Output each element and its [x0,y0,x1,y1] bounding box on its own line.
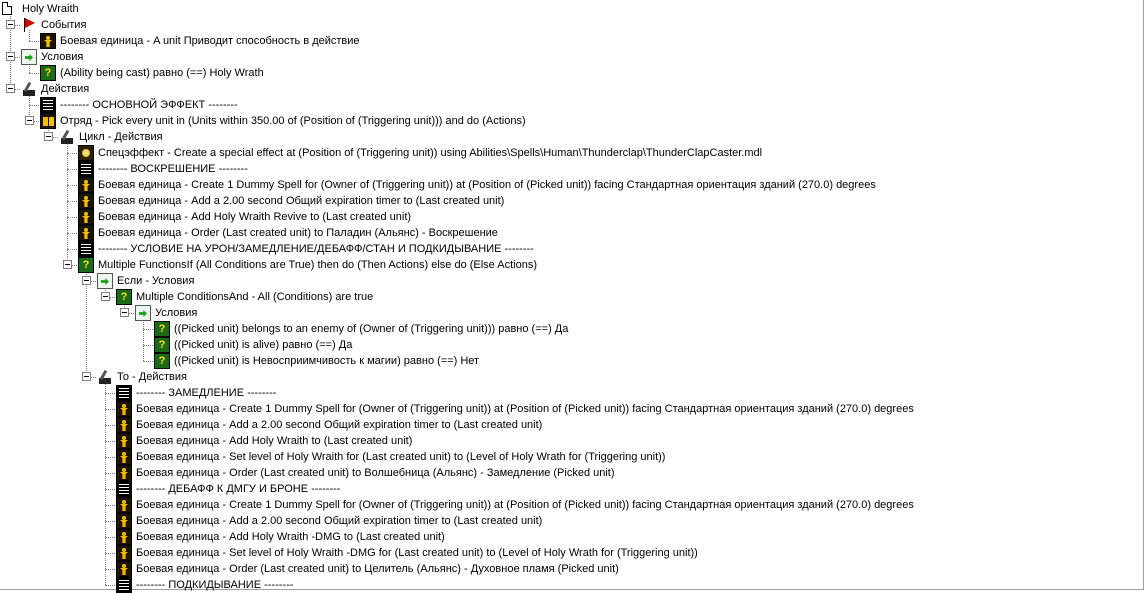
tree-row[interactable] [0,545,1140,561]
tree-connector [67,233,77,234]
tree-row-label: Цикл - Действия [79,131,163,143]
question-icon: ? [154,337,170,353]
tree-row[interactable] [0,321,1140,337]
tree-connector [29,105,39,106]
tree-row-label: События [41,19,87,31]
tree-connector [105,425,115,426]
tree-connector [105,441,115,442]
tree-row-label: ((Picked unit) is alive) равно (==) Да [174,339,353,351]
tree-row-label: ((Picked unit) is Невосприимчивость к магии) равно (==) Нет [174,355,480,367]
tree-row[interactable] [0,385,1140,401]
unit-icon [116,561,132,577]
condition-icon [21,49,37,65]
action-icon [59,129,75,145]
tree-row-label: Боевая единица - Set level of Holy Wraith for (Last created unit) to (Level of Holy Wrath for (Triggering unit)) [136,451,666,463]
tree-row-label: -------- ДЕБАФФ К ДМГУ И БРОНЕ -------- [136,483,341,495]
tree-connector [105,505,115,506]
tree-row-label: Действия [41,83,90,95]
action-icon [97,369,113,385]
comment-icon [78,161,94,177]
tree-connector [105,489,115,490]
tree-row-label: Если - Условия [117,275,195,287]
tree-connector [105,521,115,522]
tree-connector [143,345,153,346]
tree-row-label: Боевая единица - Add Holy Wraith to (Last created unit) [136,435,413,447]
tree-connector [67,169,77,170]
tree-row[interactable] [0,369,1140,385]
tree-connector [105,393,115,394]
question-icon: ? [154,321,170,337]
tree-connector [105,585,115,586]
tree-row[interactable] [0,129,1140,145]
question-icon: ? [40,65,56,81]
tree-connector [105,457,115,458]
tree-row[interactable] [0,305,1140,321]
tree-row[interactable] [0,161,1140,177]
unit-icon [78,225,94,241]
tree-row-label: Multiple FunctionsIf (All Conditions are True) then do (Then Actions) else do (Else Actions) [98,259,537,271]
comment-icon [116,577,132,593]
question-icon: ? [154,353,170,369]
tree-connector [67,201,77,202]
tree-row[interactable] [0,257,1140,273]
unit-icon [116,401,132,417]
unit-icon [116,545,132,561]
tree-row-label: Условия [41,51,84,63]
tree-row-label: (Ability being cast) равно (==) Holy Wrath [60,67,264,79]
tree-row-label: То - Действия [117,371,187,383]
tree-connector [67,217,77,218]
comment-icon [40,97,56,113]
unit-icon [116,513,132,529]
tree-row-label: Боевая единица - Add a 2.00 second Общий expiration timer to (Last created unit) [136,419,543,431]
unit-icon [116,497,132,513]
tree-row[interactable] [0,145,1140,161]
unit-icon [116,465,132,481]
tree-row[interactable] [0,289,1140,305]
tree-connector [29,73,39,74]
collapse-toggle-icon[interactable] [63,260,72,269]
condition-icon [97,273,113,289]
tree-row[interactable] [0,513,1140,529]
tree-row-label: Условия [155,307,198,319]
collapse-toggle-icon[interactable] [25,116,34,125]
unit-icon [78,177,94,193]
tree-connector [105,569,115,570]
tree-row-label: Боевая единица - Create 1 Dummy Spell for (Owner of (Triggering unit)) at (Position of (Picked unit)) facing Стандартная ориентация зданий (270.0) degrees [98,179,876,191]
tree-row-label: Боевая единица - Order (Last created unit) to Волшебница (Альянс) - Замедление (Picked unit) [136,467,615,479]
tree-row-label: -------- ВОСКРЕШЕНИЕ -------- [98,163,248,175]
tree-row[interactable] [0,113,1140,129]
tree-row-label: Боевая единица - Create 1 Dummy Spell for (Owner of (Triggering unit)) at (Position of (Picked unit)) facing Стандартная ориентация зданий (270.0) degrees [136,499,914,511]
tree-row[interactable] [0,353,1140,369]
tree-connector [29,41,39,42]
tree-row-label: Multiple ConditionsAnd - All (Conditions) are true [136,291,374,303]
tree-connector [105,553,115,554]
tree-row[interactable] [0,81,1140,97]
tree-row-label: Боевая единица - A unit Приводит способность в действие [60,35,360,47]
tree-connector [105,409,115,410]
tree-row[interactable] [0,337,1140,353]
tree-row-label: Holy Wraith [22,3,79,15]
tree-row[interactable] [0,497,1140,513]
collapse-toggle-icon[interactable] [82,276,91,285]
tree-row-label: Боевая единица - Order (Last created unit) to Целитель (Альянс) - Духовное пламя (Picked unit) [136,563,619,575]
tree-row[interactable] [0,225,1140,241]
tree-row[interactable] [0,65,1140,81]
tree-row[interactable] [0,193,1140,209]
tree-row-label: Спецэффект - Create a special effect at (Position of (Triggering unit)) using Abilities\Spells\Human\Thunderclap\ThunderClapCaster.mdl [98,147,763,159]
flag-icon [21,17,37,33]
question-icon: ? [116,289,132,305]
unit-icon [116,417,132,433]
tree-row[interactable] [0,449,1140,465]
comment-icon [116,385,132,401]
condition-icon [135,305,151,321]
tree-row-label: Боевая единица - Create 1 Dummy Spell for (Owner of (Triggering unit)) at (Position of (Picked unit)) facing Стандартная ориентация зданий (270.0) degrees [136,403,914,415]
tree-row-label: ((Picked unit) belongs to an enemy of (Owner of (Triggering unit))) равно (==) Да [174,323,569,335]
tree-row-label: Боевая единица - Add a 2.00 second Общий expiration timer to (Last created unit) [98,195,505,207]
tree-row[interactable] [0,177,1140,193]
unit-icon [116,433,132,449]
question-icon: ? [78,257,94,273]
tree-connector [105,473,115,474]
tree-row[interactable] [0,561,1140,577]
doc-icon [2,2,12,15]
tree-row-label: Боевая единица - Order (Last created unit) to Паладин (Альянс) - Воскрешение [98,227,498,239]
unit-icon [116,529,132,545]
tree-row[interactable] [0,529,1140,545]
tree-row-label: -------- ПОДКИДЫВАНИЕ -------- [136,579,294,591]
collapse-toggle-icon[interactable] [6,84,15,93]
unit-icon [78,193,94,209]
tree-row[interactable] [0,209,1140,225]
tree-connector [143,361,153,362]
tree-row[interactable] [0,241,1140,257]
tree-row-label: Боевая единица - Add a 2.00 second Общий expiration timer to (Last created unit) [136,515,543,527]
collapse-toggle-icon[interactable] [44,132,53,141]
tree-row-label: -------- ЗАМЕДЛЕНИЕ -------- [136,387,277,399]
comment-icon [116,481,132,497]
tree-connector [67,185,77,186]
tree-row[interactable] [0,481,1140,497]
tree-row-label: Отряд - Pick every unit in (Units within 350.00 of (Position of (Triggering unit))) and do (Actions) [60,115,526,127]
tree-row-label: Боевая единица - Add Holy Wraith Revive to (Last created unit) [98,211,412,223]
tree-row[interactable] [0,49,1140,65]
collapse-toggle-icon[interactable] [82,372,91,381]
tree-row-label: -------- УСЛОВИЕ НА УРОН/ЗАМЕДЛЕНИЕ/ДЕБАФФ/СТАН И ПОДКИДЫВАНИЕ -------- [98,243,534,255]
tree-row[interactable] [0,1,1140,17]
unit-icon [40,33,56,49]
unit-icon [78,209,94,225]
tree-row-label: -------- ОСНОВНОЙ ЭФФЕКТ -------- [60,99,238,111]
collapse-toggle-icon[interactable] [6,52,15,61]
collapse-toggle-icon[interactable] [101,292,110,301]
tree-connector [143,329,153,330]
unit-icon [116,449,132,465]
group-icon [40,113,56,129]
tree-connector [67,153,77,154]
sfx-icon [78,145,94,161]
tree-row[interactable] [0,17,1140,33]
collapse-toggle-icon[interactable] [120,308,129,317]
tree-connector [105,537,115,538]
collapse-toggle-icon[interactable] [6,20,15,29]
tree-row[interactable] [0,97,1140,113]
tree-row[interactable] [0,433,1140,449]
tree-connector [67,249,77,250]
tree-row[interactable] [0,273,1140,289]
tree-row-label: Боевая единица - Set level of Holy Wraith -DMG for (Last created unit) to (Level of Holy Wrath for (Triggering unit)) [136,547,698,559]
tree-row-label: Боевая единица - Add Holy Wraith -DMG to (Last created unit) [136,531,445,543]
tree-row[interactable] [0,417,1140,433]
tree-row[interactable] [0,465,1140,481]
comment-icon [78,241,94,257]
action-icon [21,81,37,97]
tree-row[interactable] [0,33,1140,49]
tree-row[interactable] [0,401,1140,417]
tree-row[interactable] [0,577,1140,593]
